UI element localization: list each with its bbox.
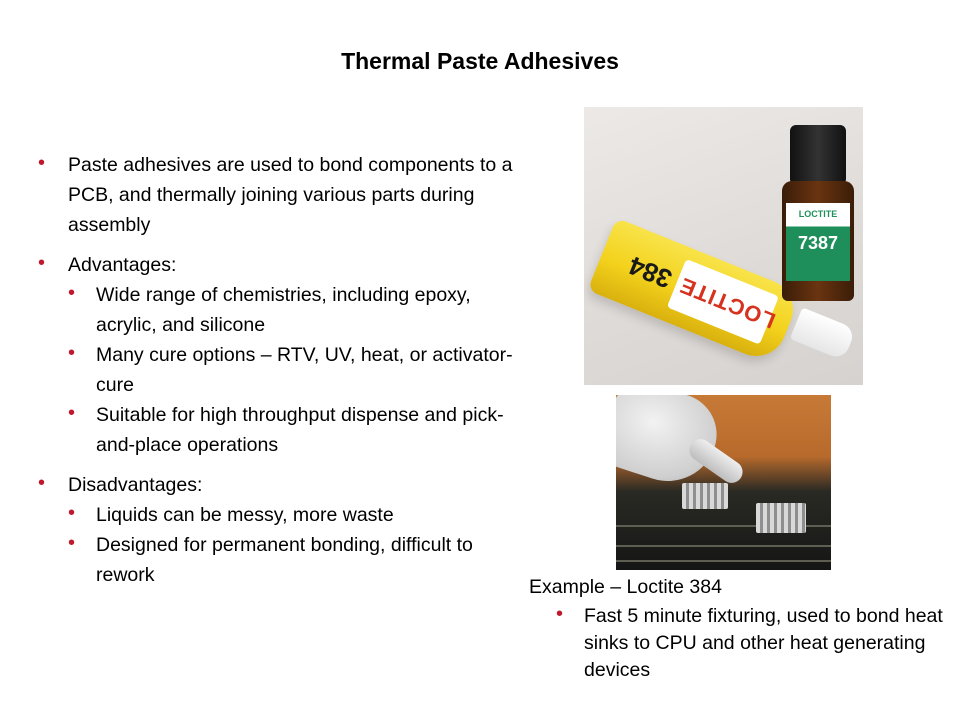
pcb-trace [616,545,831,547]
bullet-icon: • [68,342,76,364]
bullet-item-disadvantages [36,470,516,500]
disadvantages-list [36,500,516,590]
sub-bullet-item [36,530,516,590]
tube-number: 384 [624,250,677,295]
bullet-icon: • [68,282,76,304]
tube-nozzle [790,307,857,360]
sub-bullet-text: Suitable for high throughput dispense and pick-and-place operations [96,404,504,456]
bullet-item-advantages [36,250,516,280]
product-photo [584,107,863,385]
bottle-label [786,203,850,281]
bottle-brand: LOCTITE [798,209,838,219]
bullet-text: Disadvantages: [68,474,203,496]
activator-bottle [782,181,854,301]
advantages-list [36,280,516,460]
bottle-number: 7387 [797,233,839,253]
adhesive-tube [587,218,802,365]
bottle-cap [790,125,846,185]
bullet-item [36,150,516,240]
sub-bullet-text: Designed for permanent bonding, difficult to rework [96,534,473,586]
bullet-icon: • [68,402,76,424]
bullet-icon: • [68,532,76,554]
sub-bullet-item [36,500,516,530]
heatsink [756,503,806,533]
bullet-icon: • [68,502,76,524]
bullet-list [36,150,516,600]
heatsink [682,483,728,509]
pcb-trace [616,560,831,562]
bullet-icon: • [38,472,46,494]
bullet-icon: • [38,252,46,274]
slide-title: Thermal Paste Adhesives [341,48,619,74]
example-caption: Example – Loctite 384 [529,576,722,598]
example-bullet-text: Fast 5 minute fixturing, used to bond heat sinks to CPU and other heat generating devices [584,605,943,681]
sub-bullet-text: Liquids can be messy, more waste [96,504,394,526]
example-bullet-item [529,603,960,684]
sub-bullet-item [36,340,516,400]
sub-bullet-text: Wide range of chemistries, including epoxy, acrylic, and silicone [96,284,471,336]
bullet-icon: • [38,152,46,174]
bullet-text: Advantages: [68,254,177,276]
bullet-icon: • [556,603,564,625]
tube-brand: LOCTITE [675,272,779,334]
sub-bullet-text: Many cure options – RTV, UV, heat, or activator-cure [96,344,513,396]
sub-bullet-item [36,400,516,460]
pcb-application-photo [616,395,831,570]
bullet-text: Paste adhesives are used to bond components to a PCB, and thermally joining various parts during assembly [68,154,513,236]
sub-bullet-item [36,280,516,340]
